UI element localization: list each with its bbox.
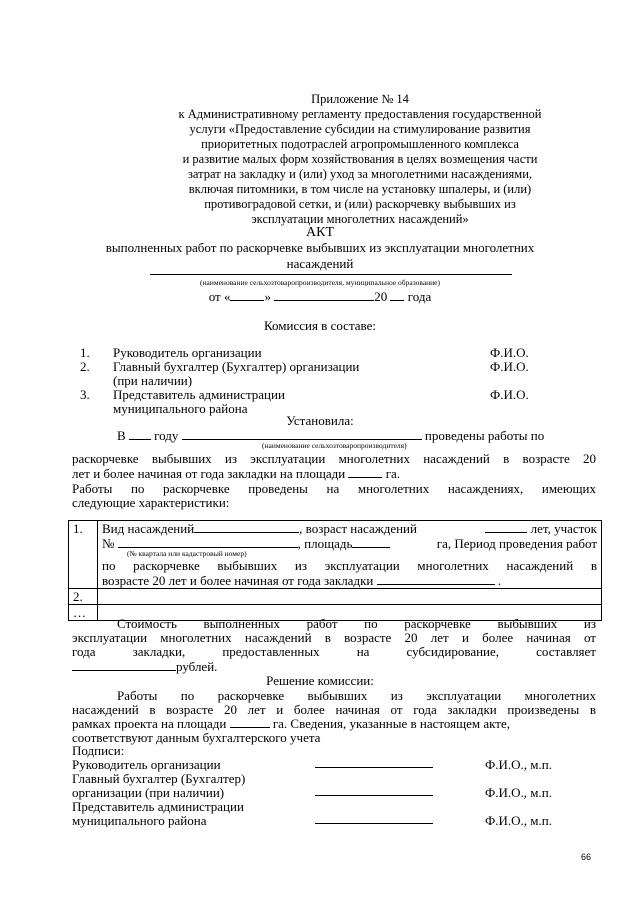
row-line: по раскорчевке выбывших из эксплуатации многолетних насаждений в xyxy=(102,558,597,573)
established-heading: Установила: xyxy=(286,413,354,428)
signatory-fio: Ф.И.О., м.п. xyxy=(485,785,552,800)
member-fio: Ф.И.О. xyxy=(490,359,529,374)
act-date xyxy=(0,289,640,305)
cost-line1: Стоимость выполненных работ по раскорчевке выбывших из xyxy=(117,616,596,631)
act-title-line1: выполненных работ по раскорчевке выбывших из эксплуатации многолетних xyxy=(105,240,535,255)
row-content xyxy=(98,589,602,605)
period-label: га, Период проведения работ xyxy=(436,536,597,551)
decision-line1: Работы по раскорчевке выбывших из эксплуатации многолетних xyxy=(117,688,596,703)
established-area-unit: га. xyxy=(385,466,401,481)
cost-line2: эксплуатации многолетних насаждений в возрасте 20 лет и более начиная от xyxy=(72,630,596,645)
plot-caption: (№ квартала или кадастровый номер) xyxy=(127,549,247,558)
producer-caption: (наименование сельхозтоваропроизводителя) xyxy=(262,441,407,450)
appendix-header xyxy=(130,92,590,227)
established-para-line2: следующие характеристики: xyxy=(72,495,230,510)
established-para-line1: Работы по раскорчевке проведены на многолетних насаждениях, имеющих xyxy=(72,481,596,496)
table-row xyxy=(69,521,602,589)
month-blank xyxy=(274,289,374,301)
period-end: . xyxy=(497,573,502,588)
member-number: 2. xyxy=(80,359,90,374)
plant-age-label: , возраст насаждений xyxy=(299,521,417,536)
established-in: В xyxy=(117,428,126,443)
cost-currency: рублей. xyxy=(176,659,218,674)
plot-number-blank xyxy=(118,536,298,548)
member-fio: Ф.И.О. xyxy=(490,387,529,402)
amount-blank xyxy=(72,659,176,671)
row-number: 2. xyxy=(69,589,98,605)
area-blank xyxy=(348,466,382,478)
name-blank-line xyxy=(150,274,512,275)
member-role: (при наличии) xyxy=(113,373,193,388)
appendix-line: затрат на закладку и (или) уход за многолетними насаждениями, xyxy=(187,167,533,181)
established-year: году xyxy=(154,428,179,443)
member-number: 1. xyxy=(80,345,90,360)
producer-blank xyxy=(182,428,422,440)
appendix-line: услуги «Предоставление субсидии на стимулирование развития xyxy=(189,122,531,136)
table-row xyxy=(69,589,602,605)
established-line3 xyxy=(72,466,400,482)
row-line xyxy=(102,573,597,588)
appendix-line: эксплуатации многолетних насаждений» xyxy=(251,212,469,226)
page-number: 66 xyxy=(581,852,592,862)
date-mid: » xyxy=(264,289,271,304)
row-number: 1. xyxy=(69,521,98,589)
decision-line2: насаждений в возрасте 20 лет и более начиная от года закладки произведены в xyxy=(72,702,596,717)
signature-line xyxy=(315,823,433,824)
signatory-role: Руководитель организации xyxy=(72,757,221,772)
member-number: 3. xyxy=(80,387,90,402)
decision-area-text: рамках проекта на площади xyxy=(72,716,227,731)
member-role: Руководитель организации xyxy=(113,345,262,360)
signatures-heading: Подписи: xyxy=(72,743,125,758)
signature-line xyxy=(315,767,433,768)
decision-heading: Решение комиссии: xyxy=(266,673,374,688)
appendix-line: и развитие малых форм хозяйствования в целях возмещения части xyxy=(182,152,538,166)
date-suffix: года xyxy=(407,289,432,304)
signatory-role: Главный бухгалтер (Бухгалтер) xyxy=(72,771,246,786)
signatory-fio: Ф.И.О., м.п. xyxy=(485,757,552,772)
decision-area-blank xyxy=(230,716,270,728)
established-works: проведены работы по xyxy=(424,428,545,443)
year-blank xyxy=(129,428,151,440)
name-caption: (наименование сельхозтоваропроизводителя, муниципальное образование) xyxy=(200,278,440,287)
decision-area-unit: га. Сведения, указанные в настоящем акте, xyxy=(272,716,510,731)
year-blank xyxy=(390,289,404,301)
characteristics-table xyxy=(68,520,602,621)
date-prefix: от « xyxy=(208,289,231,304)
member-role: Главный бухгалтер (Бухгалтер) организации xyxy=(113,359,360,374)
plant-type-blank xyxy=(194,521,299,533)
plant-age-blank xyxy=(485,521,527,533)
plot-label: лет, участок xyxy=(530,521,597,536)
area-blank xyxy=(352,536,390,548)
day-blank xyxy=(230,289,264,301)
member-fio: Ф.И.О. xyxy=(490,345,529,360)
appendix-line: противоградовой сетки, и (или) раскорчевку выбывших из xyxy=(204,197,516,211)
established-line2: раскорчевке выбывших из эксплуатации многолетних насаждений в возрасте 20 xyxy=(72,451,596,466)
appendix-line: Приложение № 14 xyxy=(311,92,409,106)
signature-line xyxy=(315,795,433,796)
cost-line3: года закладки, предоставленных на субсидирование, составляет xyxy=(72,644,596,659)
appendix-line: включая питомники, в том числе на установку шпалеры, и (или) xyxy=(188,182,532,196)
row-line xyxy=(102,521,597,536)
appendix-line: к Административному регламенту предоставления государственной xyxy=(178,107,542,121)
plant-type-label: Вид насаждений xyxy=(102,521,195,536)
period-blank xyxy=(377,573,495,585)
plot-number-label: № xyxy=(102,536,115,551)
member-role: муниципального района xyxy=(113,401,248,416)
signatory-role: муниципального района xyxy=(72,813,207,828)
date-year: 20 xyxy=(374,289,388,304)
period-text: возрасте 20 лет и более начиная от года закладки xyxy=(102,573,374,588)
commission-heading: Комиссия в составе: xyxy=(264,318,376,333)
row-content xyxy=(98,521,602,589)
decision-line4: соответствуют данным бухгалтерского учета xyxy=(72,730,321,745)
area-label: , площадь xyxy=(297,536,353,551)
signatory-role: организации (при наличии) xyxy=(72,785,225,800)
member-role: Представитель администрации xyxy=(113,387,285,402)
signatory-role: Представитель администрации xyxy=(72,799,244,814)
row-number: … xyxy=(69,605,98,621)
act-title-line2: насаждений xyxy=(286,256,354,271)
act-heading: АКТ xyxy=(306,225,334,240)
established-area-text: лет и более начиная от года закладки на площади xyxy=(72,466,346,481)
signatory-fio: Ф.И.О., м.п. xyxy=(485,813,552,828)
appendix-line: приоритетных подотраслей агропромышленного комплекса xyxy=(201,137,519,151)
